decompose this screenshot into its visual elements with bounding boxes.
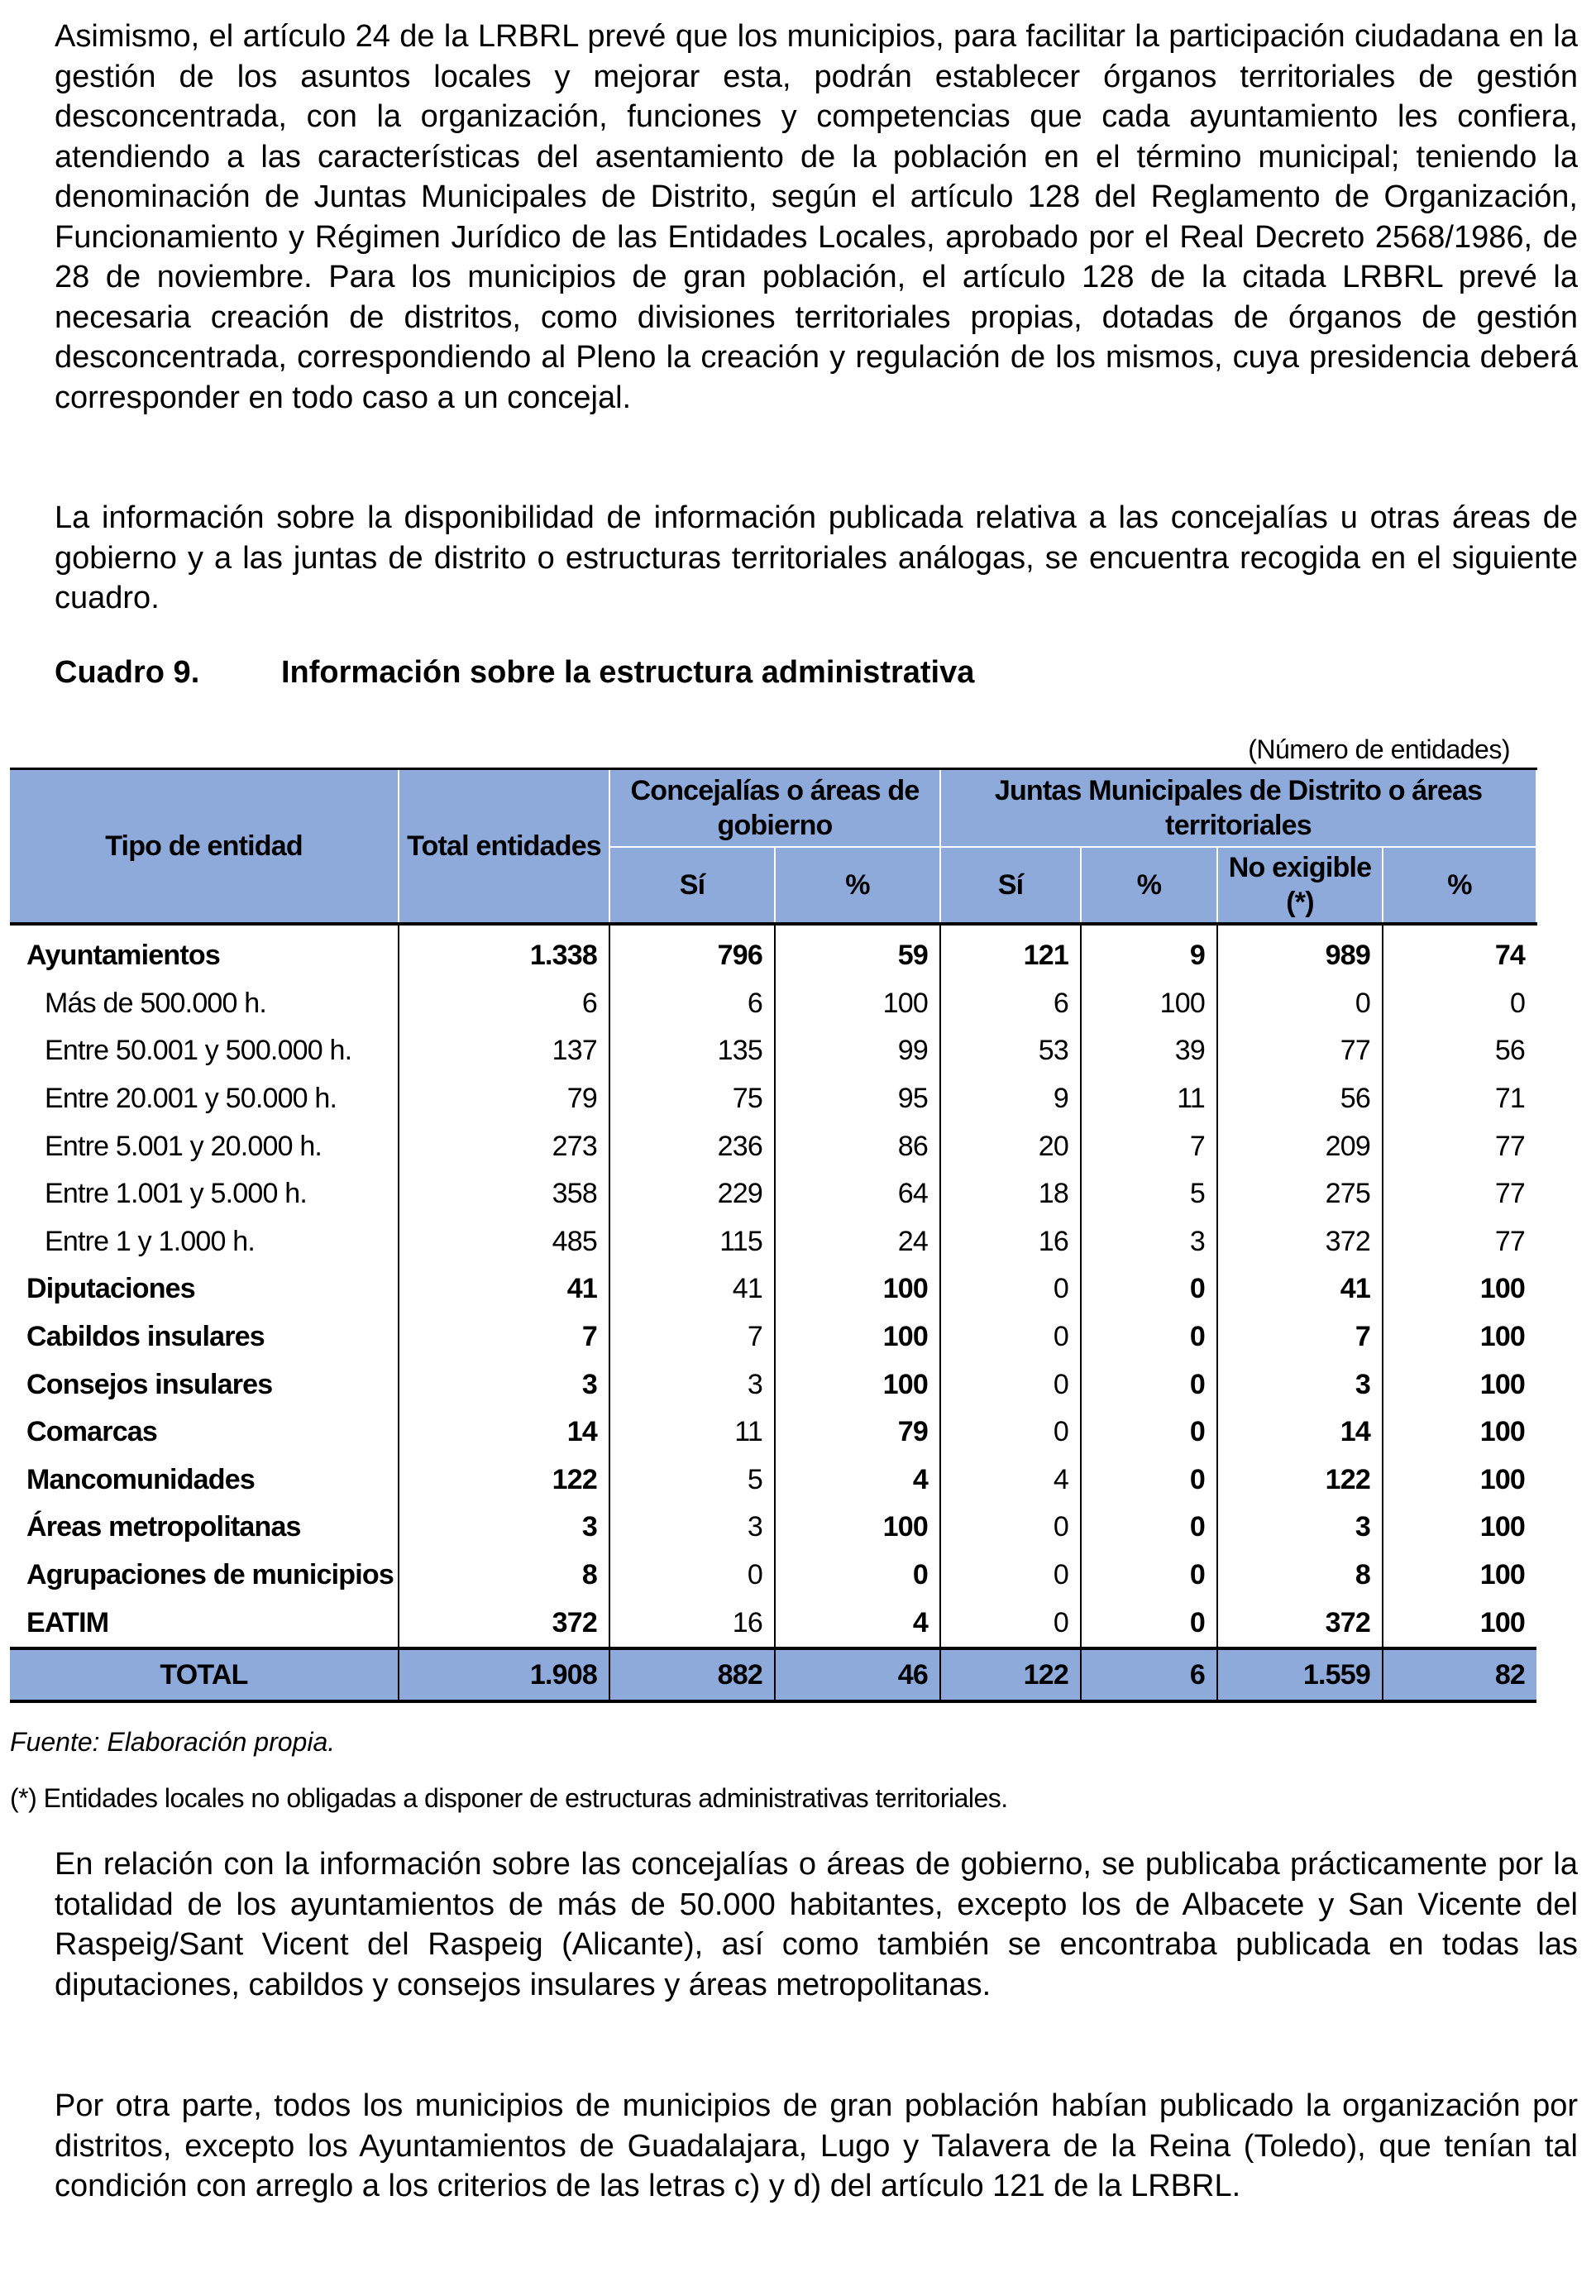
table-source: Fuente: Elaboración propia. bbox=[10, 1727, 336, 1757]
total-value: 46 bbox=[775, 1648, 940, 1701]
row-label: Cabildos insulares bbox=[26, 1321, 265, 1353]
row-label: Comarcas bbox=[26, 1416, 158, 1448]
row-label: Entre 5.001 y 20.000 h. bbox=[45, 1130, 323, 1162]
table-row bbox=[10, 1599, 1536, 1648]
row-value: 53 bbox=[940, 1027, 1081, 1075]
table-row bbox=[10, 1027, 1536, 1075]
row-value: 11 bbox=[609, 1409, 775, 1457]
row-value: 1.338 bbox=[399, 924, 609, 980]
table-body bbox=[10, 924, 1536, 1648]
header-total: Total entidades bbox=[399, 769, 609, 925]
row-value: 20 bbox=[940, 1122, 1081, 1170]
row-value: 100 bbox=[775, 1504, 940, 1552]
table-row bbox=[10, 924, 1536, 980]
table-total bbox=[10, 1648, 1536, 1701]
paragraph-table-intro: La información sobre la disponibilidad de información publicada relativa a las concejalías u otras áreas de gobierno y a las juntas de distrito o estructuras territoriales análogas, se encuentra recogida en el siguiente cuadro. bbox=[55, 500, 1578, 615]
row-value: 41 bbox=[1217, 1265, 1383, 1313]
row-value: 3 bbox=[399, 1361, 609, 1409]
table-row bbox=[10, 1170, 1536, 1218]
row-value: 75 bbox=[609, 1075, 775, 1123]
row-value: 3 bbox=[1217, 1361, 1383, 1409]
total-value: 82 bbox=[1383, 1648, 1536, 1701]
row-value: 0 bbox=[1081, 1457, 1217, 1504]
row-value: 77 bbox=[1383, 1170, 1536, 1218]
row-value: 358 bbox=[399, 1170, 609, 1218]
row-value: 4 bbox=[775, 1457, 940, 1504]
row-value: 3 bbox=[609, 1361, 775, 1409]
table-row bbox=[10, 1265, 1536, 1313]
row-value: 0 bbox=[940, 1504, 1081, 1552]
row-value: 372 bbox=[1217, 1599, 1383, 1648]
row-value: 7 bbox=[1081, 1122, 1217, 1170]
row-value: 0 bbox=[1081, 1265, 1217, 1313]
row-label: Agrupaciones de municipios bbox=[26, 1559, 394, 1591]
header-juntas-si: Sí bbox=[940, 847, 1081, 924]
row-label: Más de 500.000 h. bbox=[45, 987, 267, 1019]
row-value: 9 bbox=[940, 1075, 1081, 1123]
row-value: 100 bbox=[775, 980, 940, 1028]
header-concejalias: Concejalías o áreas de gobierno bbox=[609, 769, 940, 848]
row-value: 0 bbox=[1081, 1313, 1217, 1361]
table-row bbox=[10, 1504, 1536, 1552]
row-value: 100 bbox=[775, 1361, 940, 1409]
row-value: 24 bbox=[775, 1218, 940, 1266]
table-header bbox=[10, 769, 1536, 925]
row-value: 59 bbox=[775, 924, 940, 980]
paragraph-concejalias: En relación con la información sobre las concejalías o áreas de gobierno, se publicaba prácticamente por la totalidad de los ayuntamientos de más de 50.000 habitantes, excepto los de Albacete y San Vicente del Raspeig/Sant Vicent del Raspeig (Alicante), así como también se encontraba publicada en todas las diputaciones, cabildos y consejos insulares y áreas metropolitanas. bbox=[55, 1847, 1578, 2002]
row-value: 95 bbox=[775, 1075, 940, 1123]
row-value: 209 bbox=[1217, 1122, 1383, 1170]
row-value: 122 bbox=[399, 1457, 609, 1504]
row-value: 0 bbox=[1383, 980, 1536, 1028]
row-label: Áreas metropolitanas bbox=[26, 1511, 301, 1543]
table-row bbox=[10, 1218, 1536, 1266]
row-value: 9 bbox=[1081, 924, 1217, 980]
row-label: Consejos insulares bbox=[26, 1368, 273, 1400]
row-value: 86 bbox=[775, 1122, 940, 1170]
row-value: 77 bbox=[1383, 1122, 1536, 1170]
header-tipo: Tipo de entidad bbox=[10, 769, 399, 925]
row-value: 100 bbox=[775, 1313, 940, 1361]
row-value: 0 bbox=[1081, 1599, 1217, 1648]
row-value: 64 bbox=[775, 1170, 940, 1218]
row-value: 0 bbox=[940, 1313, 1081, 1361]
total-value: 1.559 bbox=[1217, 1648, 1383, 1701]
table-row bbox=[10, 1361, 1536, 1409]
table-row bbox=[10, 1552, 1536, 1600]
row-value: 77 bbox=[1383, 1218, 1536, 1266]
row-value: 6 bbox=[940, 980, 1081, 1028]
row-value: 41 bbox=[399, 1265, 609, 1313]
row-value: 3 bbox=[399, 1504, 609, 1552]
header-concejalias-pct: % bbox=[775, 847, 940, 924]
structure-table bbox=[10, 768, 1537, 1703]
row-value: 6 bbox=[609, 980, 775, 1028]
row-value: 7 bbox=[399, 1313, 609, 1361]
row-value: 0 bbox=[1081, 1361, 1217, 1409]
row-value: 0 bbox=[940, 1599, 1081, 1648]
row-value: 485 bbox=[399, 1218, 609, 1266]
row-value: 77 bbox=[1217, 1027, 1383, 1075]
row-value: 100 bbox=[1081, 980, 1217, 1028]
row-label: Entre 50.001 y 500.000 h. bbox=[45, 1035, 352, 1067]
row-value: 14 bbox=[399, 1409, 609, 1457]
row-value: 79 bbox=[399, 1075, 609, 1123]
row-value: 100 bbox=[1383, 1504, 1536, 1552]
row-value: 122 bbox=[1217, 1457, 1383, 1504]
row-value: 7 bbox=[609, 1313, 775, 1361]
header-juntas: Juntas Municipales de Distrito o áreas territoriales bbox=[940, 769, 1536, 848]
row-value: 100 bbox=[1383, 1599, 1536, 1648]
row-value: 100 bbox=[1383, 1409, 1536, 1457]
row-value: 0 bbox=[1081, 1504, 1217, 1552]
table-unit-note: (Número de entidades) bbox=[1248, 734, 1510, 764]
row-value: 137 bbox=[399, 1027, 609, 1075]
table-caption-title: Información sobre la estructura administrativa bbox=[281, 655, 975, 690]
total-value: 6 bbox=[1081, 1648, 1217, 1701]
row-value: 11 bbox=[1081, 1075, 1217, 1123]
table-row bbox=[10, 1075, 1536, 1123]
row-value: 16 bbox=[609, 1599, 775, 1648]
row-value: 56 bbox=[1217, 1075, 1383, 1123]
row-value: 71 bbox=[1383, 1075, 1536, 1123]
table-row bbox=[10, 1457, 1536, 1504]
row-value: 3 bbox=[1081, 1218, 1217, 1266]
row-label: EATIM bbox=[26, 1606, 109, 1638]
row-value: 5 bbox=[609, 1457, 775, 1504]
row-value: 0 bbox=[940, 1361, 1081, 1409]
row-value: 0 bbox=[1217, 980, 1383, 1028]
row-label: Diputaciones bbox=[26, 1273, 195, 1305]
row-value: 0 bbox=[1081, 1552, 1217, 1600]
table-row bbox=[10, 980, 1536, 1028]
table-row bbox=[10, 1122, 1536, 1170]
row-label: Entre 1 y 1.000 h. bbox=[45, 1225, 255, 1257]
row-label: Entre 20.001 y 50.000 h. bbox=[45, 1083, 337, 1115]
row-value: 56 bbox=[1383, 1027, 1536, 1075]
header-juntas-pct: % bbox=[1081, 847, 1217, 924]
row-value: 5 bbox=[1081, 1170, 1217, 1218]
row-value: 16 bbox=[940, 1218, 1081, 1266]
table-row bbox=[10, 1313, 1536, 1361]
paragraph-distritos: Por otra parte, todos los municipios de municipios de gran población habían publicado la organización por distritos, excepto los Ayuntamientos de Guadalajara, Lugo y Talavera de la Reina (Toledo), que tenían tal condición con arreglo a los criterios de las letras c) y d) del artículo 121 de la LRBRL. bbox=[55, 2088, 1578, 2203]
row-value: 4 bbox=[940, 1457, 1081, 1504]
row-value: 8 bbox=[1217, 1552, 1383, 1600]
row-value: 74 bbox=[1383, 924, 1536, 980]
row-value: 100 bbox=[1383, 1313, 1536, 1361]
table-caption bbox=[55, 655, 974, 691]
row-value: 372 bbox=[399, 1599, 609, 1648]
row-value: 99 bbox=[775, 1027, 940, 1075]
row-value: 0 bbox=[609, 1552, 775, 1600]
row-value: 236 bbox=[609, 1122, 775, 1170]
row-value: 100 bbox=[1383, 1361, 1536, 1409]
row-value: 100 bbox=[1383, 1552, 1536, 1600]
row-value: 7 bbox=[1217, 1313, 1383, 1361]
row-value: 372 bbox=[1217, 1218, 1383, 1266]
table-caption-number: Cuadro 9. bbox=[55, 655, 200, 690]
row-value: 79 bbox=[775, 1409, 940, 1457]
row-label: Ayuntamientos bbox=[26, 940, 220, 972]
row-value: 6 bbox=[399, 980, 609, 1028]
total-value: 122 bbox=[940, 1648, 1081, 1701]
row-value: 0 bbox=[775, 1552, 940, 1600]
row-value: 0 bbox=[940, 1265, 1081, 1313]
total-value: 882 bbox=[609, 1648, 775, 1701]
row-value: 100 bbox=[775, 1265, 940, 1313]
total-row bbox=[10, 1648, 1536, 1701]
row-value: 18 bbox=[940, 1170, 1081, 1218]
row-value: 39 bbox=[1081, 1027, 1217, 1075]
header-no-exigible: No exigible (*) bbox=[1217, 847, 1383, 924]
row-value: 8 bbox=[399, 1552, 609, 1600]
row-value: 41 bbox=[609, 1265, 775, 1313]
row-value: 275 bbox=[1217, 1170, 1383, 1218]
row-value: 14 bbox=[1217, 1409, 1383, 1457]
table-row bbox=[10, 1409, 1536, 1457]
row-value: 100 bbox=[1383, 1265, 1536, 1313]
row-value: 121 bbox=[940, 924, 1081, 980]
total-label: TOTAL bbox=[10, 1648, 399, 1701]
row-value: 3 bbox=[609, 1504, 775, 1552]
header-no-exigible-pct: % bbox=[1383, 847, 1536, 924]
row-label: Entre 1.001 y 5.000 h. bbox=[45, 1178, 307, 1210]
row-value: 0 bbox=[1081, 1409, 1217, 1457]
row-label: Mancomunidades bbox=[26, 1463, 255, 1495]
header-concejalias-si: Sí bbox=[609, 847, 775, 924]
paragraph-intro: Asimismo, el artículo 24 de la LRBRL prevé que los municipios, para facilitar la participación ciudadana en la gestión de los asuntos locales y mejorar esta, podrán establecer órganos territoriales de gestión desconcentrada, con la organización, funciones y competencias que cada ayuntamiento les confiera, atendiendo a las características del asentamiento de la población en el término municipal; teniendo la denominación de Juntas Municipales de Distrito, según el artículo 128 del Reglamento de Organización, Funcionamiento y Régimen Jurídico de las Entidades Locales, aprobado por el Real Decreto 2568/1986, de 28 de noviembre. Para los municipios de gran población, el artículo 128 de la citada LRBRL prevé la necesaria creación de distritos, como divisiones territoriales propias, dotadas de órganos de gestión desconcentrada, correspondiendo al Pleno la creación y regulación de los mismos, cuya presidencia deberá corresponder en todo caso a un concejal. bbox=[55, 19, 1578, 415]
row-value: 0 bbox=[940, 1409, 1081, 1457]
row-value: 229 bbox=[609, 1170, 775, 1218]
row-value: 115 bbox=[609, 1218, 775, 1266]
row-value: 273 bbox=[399, 1122, 609, 1170]
row-value: 3 bbox=[1217, 1504, 1383, 1552]
row-value: 4 bbox=[775, 1599, 940, 1648]
table-footnote: (*) Entidades locales no obligadas a disponer de estructuras administrativas territoriales. bbox=[10, 1783, 1008, 1813]
row-value: 135 bbox=[609, 1027, 775, 1075]
row-value: 989 bbox=[1217, 924, 1383, 980]
row-value: 100 bbox=[1383, 1457, 1536, 1504]
total-value: 1.908 bbox=[399, 1648, 609, 1701]
row-value: 0 bbox=[940, 1552, 1081, 1600]
row-value: 796 bbox=[609, 924, 775, 980]
